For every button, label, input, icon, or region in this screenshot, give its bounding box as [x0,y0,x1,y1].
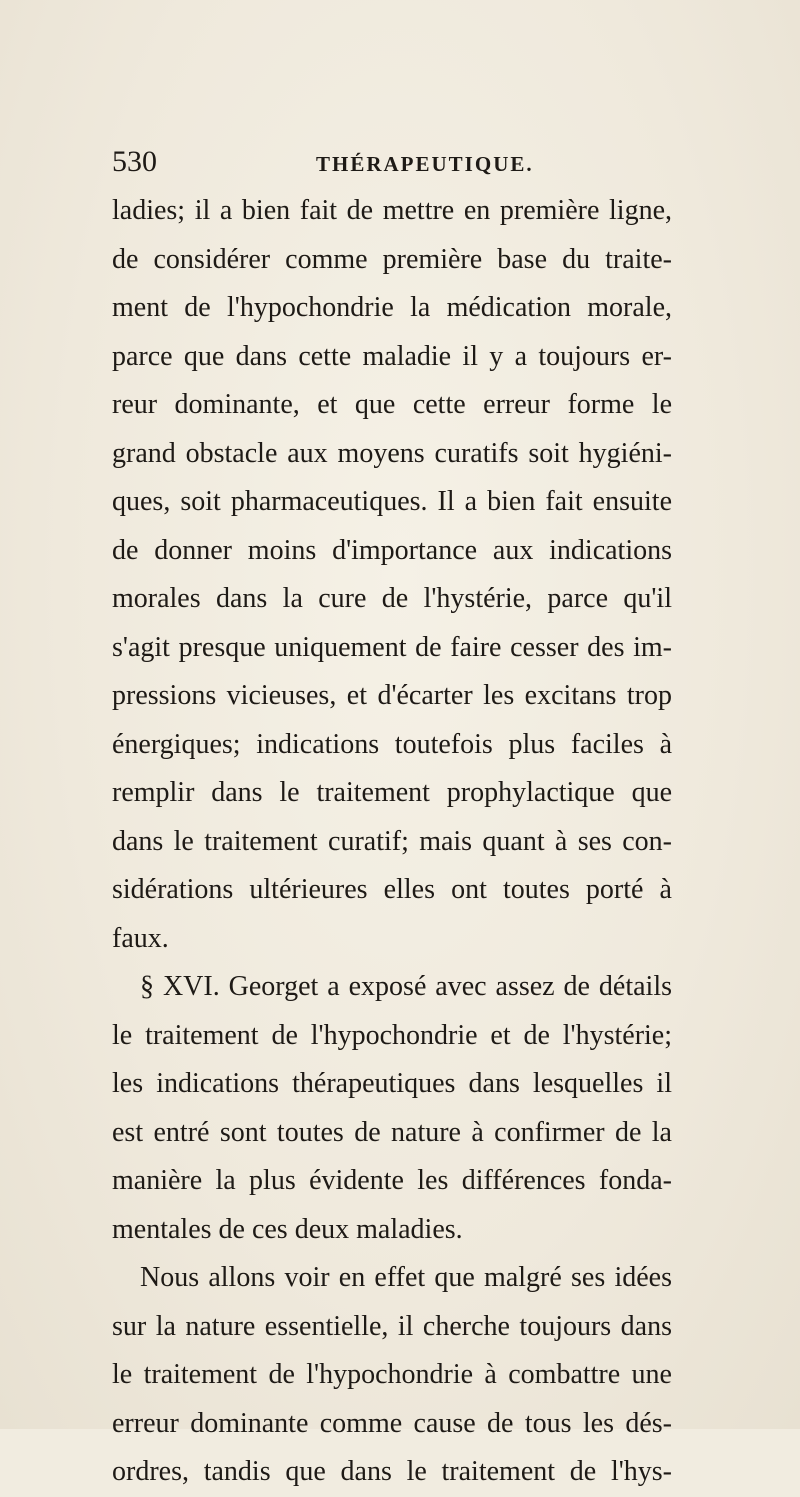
text-line: manière la plus évidente les différences fonda- [112,1165,672,1196]
text-line: est entré sont toutes de nature à confirmer de la [112,1116,672,1148]
paragraph-end-line: mentales de ces deux maladies. [112,1213,463,1245]
paragraph-start-line: Nous allons voir en effet que malgré ses idées [140,1262,672,1293]
text-line: ment de l'hypochondrie la médication morale, [112,292,672,323]
text-line: sur la nature essentielle, il cherche toujours dans [112,1310,672,1342]
paragraph-end-line: faux. [112,922,169,954]
text-line: pressions vicieuses, et d'écarter les excitans trop [112,680,672,711]
text-line: ques, soit pharmaceutiques. Il a bien fait ensuite [112,486,672,517]
text-line: les indications thérapeutiques dans lesquelles il [112,1068,672,1099]
text-line: de considérer comme première base du traite- [112,243,672,275]
text-line: morales dans la cure de l'hystérie, parce qu'il [112,583,672,614]
text-line: s'agit presque uniquement de faire cesser des im- [112,631,672,663]
body-text [112,187,672,1497]
text-line: sidérations ultérieures elles ont toutes porté à [112,874,672,905]
text-line: erreur dominante comme cause de tous les dés- [112,1407,672,1439]
running-head: THÉRAPEUTIQUE. [316,152,534,176]
text-line: ladies; il a bien fait de mettre en première ligne, [112,195,672,226]
text-line: de donner moins d'importance aux indications [112,534,672,566]
page-number: 530 [112,145,157,178]
text-line: énergiques; indications toutefois plus faciles à [112,728,672,760]
text-line: le traitement de l'hypochondrie à combattre une [112,1359,672,1390]
section-heading-line: § XVI. Georget a exposé avec assez de détails [140,971,672,1002]
text-line: dans le traitement curatif; mais quant à ses con- [112,825,672,857]
page-header [112,142,672,182]
text-line: grand obstacle aux moyens curatifs soit hygiéni- [112,437,672,469]
text-line: ordres, tandis que dans le traitement de l'hys- [112,1456,672,1487]
text-line: reur dominante, et que cette erreur forme le [112,389,672,420]
text-line: le traitement de l'hypochondrie et de l'hystérie; [112,1019,672,1051]
text-line: remplir dans le traitement prophylactique que [112,777,672,808]
text-line: parce que dans cette maladie il y a toujours er- [112,340,672,372]
